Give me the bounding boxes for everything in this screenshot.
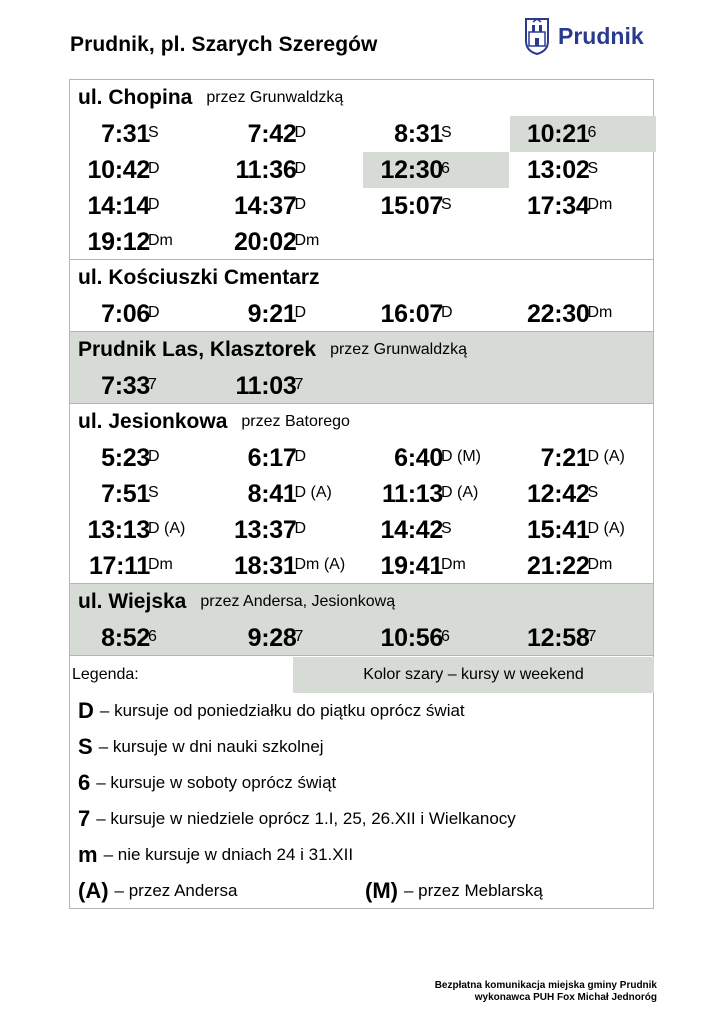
departure-time: 6:17	[247, 443, 297, 472]
footer	[435, 980, 657, 1004]
legend-description: – przez Meblarską	[403, 881, 543, 900]
footer-line-2: wykonawca PUH Fox Michał Jednoróg	[474, 992, 657, 1003]
section-header	[70, 260, 653, 296]
departure	[217, 296, 363, 332]
destination-name: ul. Jesionkowa	[78, 410, 228, 433]
departure-mark: S	[148, 124, 159, 141]
destination-name: ul. Kościuszki Cmentarz	[78, 266, 320, 289]
departure-time: 18:31	[234, 551, 297, 580]
departure-time: 16:07	[380, 299, 443, 328]
departure	[363, 152, 509, 188]
city-crest-icon	[524, 17, 550, 55]
departure-time: 13:37	[234, 515, 297, 544]
departure	[363, 512, 509, 548]
legend-header	[70, 657, 653, 693]
departure	[510, 620, 656, 656]
departure-time: 6:40	[394, 443, 443, 472]
section-header	[70, 404, 653, 440]
departure	[363, 116, 509, 152]
departure-mark: Dm	[587, 196, 613, 213]
departure	[363, 620, 509, 656]
departure	[510, 512, 656, 548]
departure	[70, 440, 216, 476]
departure	[70, 296, 216, 332]
route-via: przez Andersa, Jesionkową	[200, 593, 396, 610]
departure-mark: 6	[587, 124, 597, 141]
departure-time: 9:21	[247, 299, 297, 328]
departure	[217, 440, 363, 476]
departure	[510, 188, 656, 224]
destination-name: Prudnik Las, Klasztorek	[78, 338, 317, 361]
departure-mark: Dm (A)	[294, 556, 346, 573]
departure-time: 14:42	[380, 515, 443, 544]
departure-mark: Dm	[587, 556, 613, 573]
departure-mark: D (A)	[587, 520, 625, 537]
departure-time: 20:02	[234, 227, 297, 256]
departure	[217, 548, 363, 584]
departure	[70, 620, 216, 656]
departure	[510, 548, 656, 584]
departure-mark: Dm	[587, 304, 613, 321]
departure	[217, 512, 363, 548]
departure-mark: S	[587, 160, 599, 177]
legend-description: – kursuje w niedziele oprócz 1.I, 25, 26.XII i Wielkanocy	[96, 809, 516, 828]
departure	[363, 548, 509, 584]
departure-mark: S	[441, 124, 452, 141]
departure-time: 7:31	[101, 119, 150, 148]
departure-mark: S	[587, 484, 599, 501]
departure-time: 8:41	[247, 479, 297, 508]
departure-mark: D	[148, 304, 160, 321]
departure-mark: 6	[148, 628, 157, 645]
departure-time: 10:56	[380, 623, 443, 652]
departure-mark: D (A)	[148, 520, 186, 537]
departure-time: 10:42	[87, 155, 150, 184]
departure-time: 17:11	[88, 551, 150, 580]
departure	[217, 188, 363, 224]
departure-mark: 7	[294, 628, 304, 645]
departure-mark: D	[294, 124, 307, 141]
departure-mark: D	[148, 448, 160, 465]
departure-mark: S	[441, 196, 452, 213]
legend-code: D	[78, 698, 94, 723]
departure	[217, 152, 363, 188]
legend-label: Legenda:	[72, 666, 139, 683]
route-via: przez Grunwaldzką	[330, 341, 468, 358]
departure-mark: Dm	[294, 232, 320, 249]
departure-time: 11:03	[235, 371, 297, 400]
departure	[363, 476, 509, 512]
departure-mark: 7	[587, 628, 597, 645]
destination-name: ul. Wiejska	[78, 590, 187, 613]
logo-text: Prudnik	[558, 22, 644, 49]
departure-time: 7:51	[101, 479, 150, 508]
legend-code: 6	[78, 770, 91, 795]
departure-mark: D	[148, 160, 160, 177]
departure-time: 10:21	[527, 119, 590, 148]
departure	[363, 296, 509, 332]
departure-time: 11:13	[381, 479, 443, 508]
departure-time: 8:52	[101, 623, 150, 652]
footer-line-1: Bezpłatna komunikacja miejska gminy Prudnik	[434, 980, 657, 991]
departure	[363, 188, 509, 224]
legend-item	[78, 873, 237, 909]
departure	[217, 116, 363, 152]
departure-mark: Dm	[441, 556, 466, 573]
departure-mark: D	[294, 304, 307, 321]
departure	[70, 368, 216, 404]
stop-title: Prudnik, pl. Szarych Szeregów	[70, 33, 378, 56]
departure-time: 19:41	[380, 551, 443, 580]
departure-mark: D	[294, 448, 307, 465]
departure-time: 17:34	[527, 191, 590, 220]
destination-name: ul. Chopina	[78, 86, 193, 109]
timetable	[69, 79, 654, 909]
departure-time: 15:07	[380, 191, 443, 220]
departure	[70, 152, 216, 188]
departure-time: 21:22	[527, 551, 590, 580]
departure	[363, 440, 509, 476]
departure	[217, 224, 363, 260]
departure-time: 19:12	[87, 227, 150, 256]
departure-time: 12:42	[527, 479, 590, 508]
legend-code: (M)	[365, 878, 398, 903]
departure	[510, 476, 656, 512]
departure	[70, 476, 216, 512]
legend-description: – nie kursuje w dniach 24 i 31.XII	[103, 845, 354, 864]
legend-code: (A)	[78, 878, 109, 903]
legend-code: 7	[78, 806, 91, 831]
legend-item	[78, 729, 324, 765]
departure	[70, 224, 216, 260]
departure-time: 11:36	[235, 155, 297, 184]
departure-time: 8:31	[394, 119, 443, 148]
section-header	[70, 80, 653, 116]
departure-mark: D (A)	[587, 448, 625, 465]
departure-time: 12:30	[380, 155, 443, 184]
departure	[70, 548, 216, 584]
departure-mark: D	[294, 520, 307, 537]
city-logo	[524, 17, 644, 55]
departure-mark: 6	[441, 628, 450, 645]
legend-description: – kursuje w dni nauki szkolnej	[98, 737, 324, 756]
route-via: przez Grunwaldzką	[206, 89, 344, 106]
legend-description: – kursuje w soboty oprócz świąt	[96, 773, 337, 792]
legend-code: m	[78, 842, 98, 867]
departure	[510, 152, 656, 188]
departure-time: 7:33	[101, 371, 150, 400]
departure-time: 7:06	[101, 299, 150, 328]
section-header	[70, 584, 653, 620]
departure	[70, 116, 216, 152]
departure-time: 9:28	[247, 623, 297, 652]
legend-code: S	[78, 734, 93, 759]
departure-mark: S	[148, 484, 159, 501]
departure-mark: D	[148, 196, 160, 213]
departure-time: 22:30	[527, 299, 590, 328]
departure	[510, 296, 656, 332]
legend-item	[78, 765, 336, 801]
departure-mark: D (A)	[294, 484, 332, 501]
legend-item	[365, 873, 543, 909]
departure-time: 14:37	[234, 191, 297, 220]
departure-time: 5:23	[101, 443, 150, 472]
departure-time: 13:02	[527, 155, 590, 184]
legend-description: – przez Andersa	[114, 881, 238, 900]
route-via: przez Batorego	[241, 413, 350, 430]
departure	[510, 440, 656, 476]
departure-mark: D	[441, 304, 453, 321]
departure-time: 7:21	[540, 443, 590, 472]
legend-item	[78, 801, 516, 837]
section-header	[70, 332, 653, 368]
departure-time: 13:13	[87, 515, 150, 544]
legend-description: – kursuje od poniedziałku do piątku oprócz świat	[99, 701, 465, 720]
departure-mark: D	[294, 196, 307, 213]
departure-mark: 7	[148, 376, 157, 393]
departure	[70, 188, 216, 224]
departure-time: 14:14	[87, 191, 150, 220]
departure-mark: D	[294, 160, 307, 177]
legend-item	[78, 837, 353, 873]
departure	[217, 620, 363, 656]
departure	[217, 368, 363, 404]
departure-mark: Dm	[148, 556, 173, 573]
departure	[217, 476, 363, 512]
departure	[70, 512, 216, 548]
section-separator	[70, 655, 653, 656]
weekend-color-note: Kolor szary – kursy w weekend	[293, 657, 654, 693]
departure-time: 15:41	[527, 515, 590, 544]
departure-mark: D (A)	[441, 484, 479, 501]
departure-time: 12:58	[527, 623, 590, 652]
departure-mark: D (M)	[441, 448, 481, 465]
departure-time: 7:42	[247, 119, 297, 148]
departure-mark: 6	[441, 160, 450, 177]
legend-item	[78, 693, 465, 729]
departure-mark: S	[441, 520, 452, 537]
departure-mark: 7	[294, 376, 304, 393]
departure	[510, 116, 656, 152]
departure-mark: Dm	[148, 232, 173, 249]
